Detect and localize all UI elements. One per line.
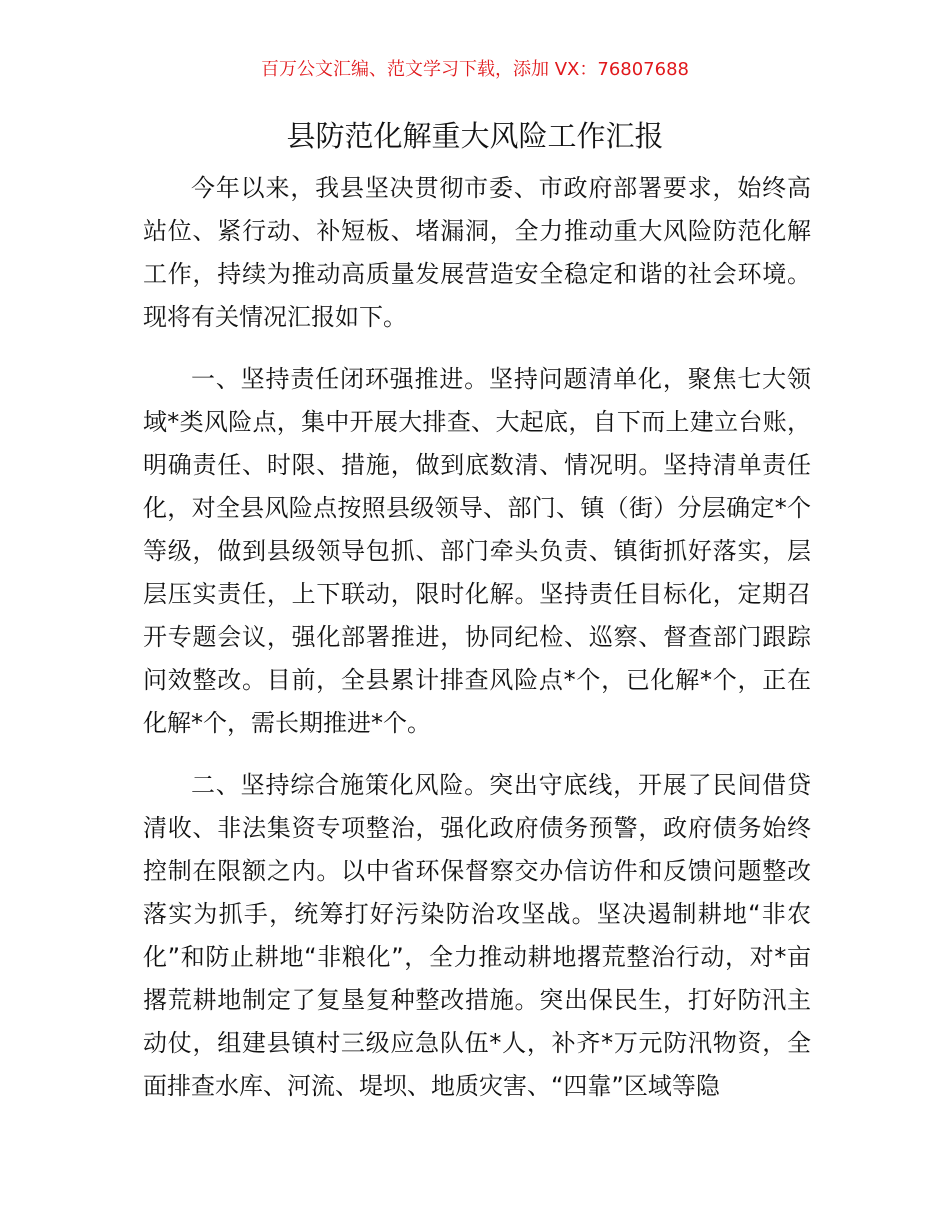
document-body (143, 167, 811, 1127)
paragraph-intro: 今年以来，我县坚决贯彻市委、市政府部署要求，始终高站位、紧行动、补短板、堵漏洞，全力推动重大风险防范化解工作，持续为推动高质量发展营造安全稳定和谐的社会环境。现将有关情况汇报如下。 (143, 174, 811, 331)
paragraph-section-1: 一、坚持责任闭环强推进。坚持问题清单化，聚焦七大领域*类风险点，集中开展大排查、大起底，自下而上建立台账，明确责任、时限、措施，做到底数清、情况明。坚持清单责任化，对全县风险点按照县级领导、部门、镇（街）分层确定*个等级，做到县级领导包抓、部门牵头负责、镇街抓好落实，层层压实责任，上下联动，限时化解。坚持责任目标化，定期召开专题会议，强化部署推进，协同纪检、巡察、督查部门跟踪问效整改。目前，全县累计排查风险点*个，已化解*个，正在化解*个，需长期推进*个。 (143, 365, 811, 737)
promo-banner: 百万公文汇编、范文学习下载，添加 VX：76807688 (261, 59, 689, 80)
paragraph-section-2: 二、坚持综合施策化风险。突出守底线，开展了民间借贷清收、非法集资专项整治，强化政府债务预警，政府债务始终控制在限额之内。以中省环保督察交办信访件和反馈问题整改落实为抓手，统筹打好污染防治攻坚战。坚决遏制耕地“非农化”和防止耕地“非粮化”，全力推动耕地撂荒整治行动，对*亩撂荒耕地制定了复垦复种整改措施。突出保民生，打好防汛主动仗，组建县镇村三级应急队伍*人，补齐*万元防汛物资，全面排查水库、河流、堤坝、地质灾害、“四靠”区域等隐 (143, 771, 811, 1100)
document-title: 县防范化解重大风险工作汇报 (286, 119, 664, 153)
